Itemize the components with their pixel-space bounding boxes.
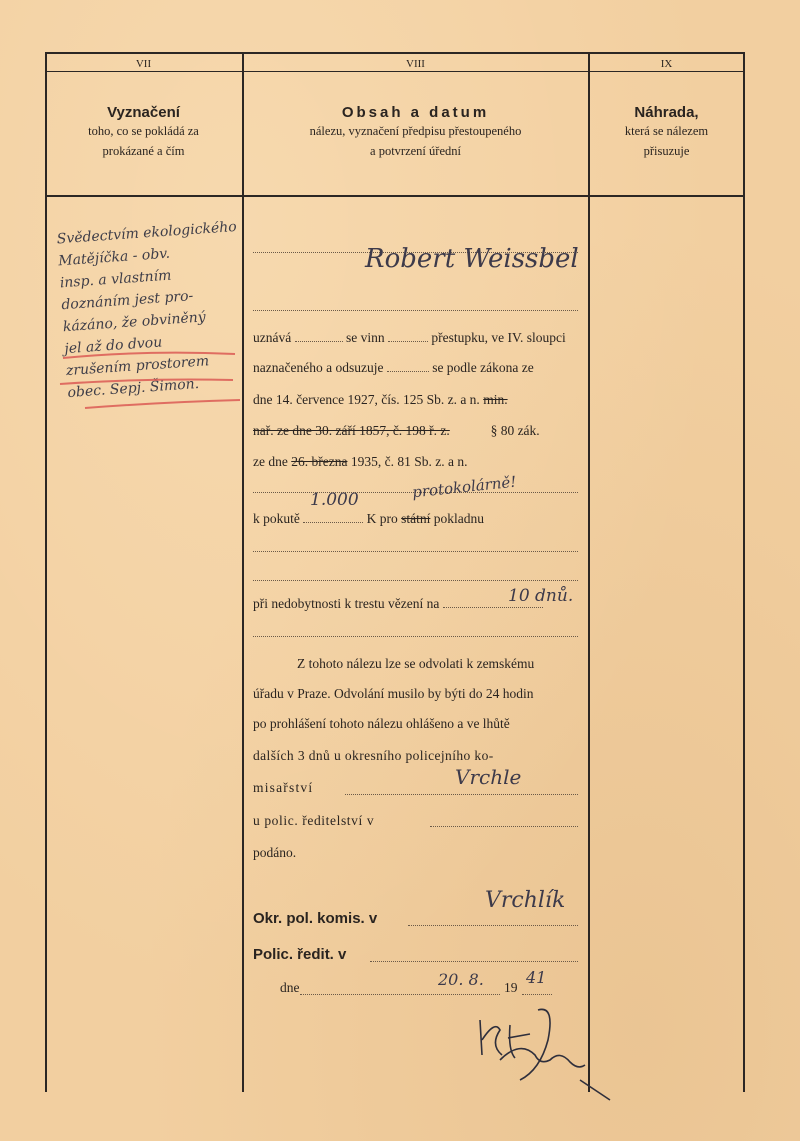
column-number-vii: VII xyxy=(135,58,152,70)
handwritten-fine-amount: 1.000 xyxy=(310,490,359,510)
column-divider xyxy=(45,52,47,1092)
struck-text: nař. ze dne 30. září 1857, č. 198 ř. z. xyxy=(253,423,450,438)
note-line: jel až do dvou xyxy=(63,334,163,358)
dotted-line xyxy=(345,794,578,795)
verdict-line-1 xyxy=(253,330,566,346)
note-line: doznáním jest pro- xyxy=(60,288,194,314)
fine-line xyxy=(253,511,484,527)
polic-redit-label: Polic. ředit. v xyxy=(253,946,347,963)
okres-komis-label: Okr. pol. komis. v xyxy=(253,910,378,927)
header-vii-subtitle-1: toho, co se pokládá za xyxy=(88,124,199,138)
date-label: dne xyxy=(280,980,300,995)
appeal-line-6: u polic. ředitelství v xyxy=(253,813,375,828)
handwritten-okres-place: Vrchle xyxy=(455,765,522,789)
appeal-line-1: Z tohoto nálezu lze se odvolati k zemskému xyxy=(297,656,535,671)
text-fragment: se podle zákona ze xyxy=(432,360,534,375)
note-line: kázáno, že obviněný xyxy=(62,309,207,336)
dotted-line xyxy=(300,994,500,995)
struck-text: státní xyxy=(401,511,431,526)
struck-text: 26. března xyxy=(291,454,348,469)
handwritten-jail-term: 10 dnů. xyxy=(508,586,574,606)
appeal-line-7: podáno. xyxy=(253,845,297,860)
jail-line xyxy=(253,596,543,612)
appeal-line-4: dalších 3 dnů u okresního policejního ko- xyxy=(253,748,494,763)
dotted-line xyxy=(408,925,578,926)
verdict-line-4 xyxy=(253,423,540,439)
header-ix xyxy=(589,104,744,161)
header-viii-title: Obsah a datum xyxy=(341,104,490,121)
handwritten-year: 41 xyxy=(526,968,547,987)
table-frame xyxy=(45,52,745,1092)
text-fragment: k pokutě xyxy=(253,511,300,526)
column-number-viii: VIII xyxy=(406,58,425,70)
header-ix-title: Náhrada, xyxy=(634,104,699,121)
header-ix-subtitle-1: která se nálezem xyxy=(624,124,709,138)
red-pencil-underlines xyxy=(55,340,245,420)
verdict-line-3 xyxy=(253,392,508,408)
appeal-line-5: misařství xyxy=(253,780,314,795)
dotted-line xyxy=(253,580,578,581)
appeal-line-3: po prohlášení tohoto nálezu ohlášeno a ve lhůtě xyxy=(253,716,510,731)
dotted-line xyxy=(253,310,578,311)
header-vii-subtitle-2: prokázané a čím xyxy=(102,144,185,158)
table-top-rule xyxy=(45,52,745,54)
text-fragment: přestupku, ve IV. sloupci xyxy=(431,330,566,345)
dotted-line xyxy=(370,961,578,962)
year-prefix: 19 xyxy=(504,980,518,995)
struck-text: min. xyxy=(483,392,508,407)
header-bottom-rule xyxy=(45,195,745,197)
handwritten-name: Robert Weissbel xyxy=(365,244,579,274)
note-line: zrušením prostorem xyxy=(65,353,210,380)
handwritten-komis-place: Vrchlík xyxy=(485,888,566,913)
signature-scribble xyxy=(460,1000,630,1125)
dotted-line xyxy=(253,636,578,637)
dotted-line xyxy=(253,551,578,552)
note-line: obec. Sepj. Šimon. xyxy=(67,375,200,402)
text-fragment: uznává xyxy=(253,330,292,345)
column-divider xyxy=(743,52,745,1092)
verdict-line-2 xyxy=(253,360,534,376)
dotted-line xyxy=(522,994,552,995)
note-line: Matějíčka - obv. xyxy=(57,245,171,270)
handwritten-date: 20. 8. xyxy=(438,970,484,989)
header-vii-title: Vyznačení xyxy=(107,104,180,121)
note-line: insp. a vlastním xyxy=(59,267,172,292)
handwritten-fine-note: protokolárně! xyxy=(411,472,518,502)
text-fragment: dne 14. července 1927, čís. 125 Sb. z. a n. xyxy=(253,392,480,407)
header-viii-subtitle-1: nálezu, vyznačení předpisu přestoupeného xyxy=(309,124,522,138)
text-fragment: při nedobytnosti k trestu vězení na xyxy=(253,596,440,611)
roman-row-rule xyxy=(45,71,745,72)
header-ix-subtitle-2: přisuzuje xyxy=(643,144,690,158)
text-fragment: K pro xyxy=(366,511,398,526)
appeal-line-2: úřadu v Praze. Odvolání musilo by býti do 24 hodin xyxy=(253,686,534,701)
text-fragment: naznačeného a odsuzuje xyxy=(253,360,384,375)
verdict-line-5 xyxy=(253,454,467,470)
text-fragment: ze dne xyxy=(253,454,288,469)
column-divider xyxy=(242,52,244,1092)
text-fragment: 1935, č. 81 Sb. z. a n. xyxy=(350,454,468,469)
note-line: Svědectvím ekologického xyxy=(56,218,238,248)
text-fragment: pokladnu xyxy=(433,511,484,526)
text-fragment: se vinn xyxy=(345,330,385,345)
column-divider xyxy=(588,52,590,1092)
text-fragment: § 80 zák. xyxy=(490,423,540,438)
header-viii xyxy=(243,104,588,161)
header-vii xyxy=(45,104,242,161)
dotted-line xyxy=(430,826,578,827)
column-number-ix: IX xyxy=(660,58,673,70)
header-viii-subtitle-2: a potvrzení úřední xyxy=(370,144,461,158)
